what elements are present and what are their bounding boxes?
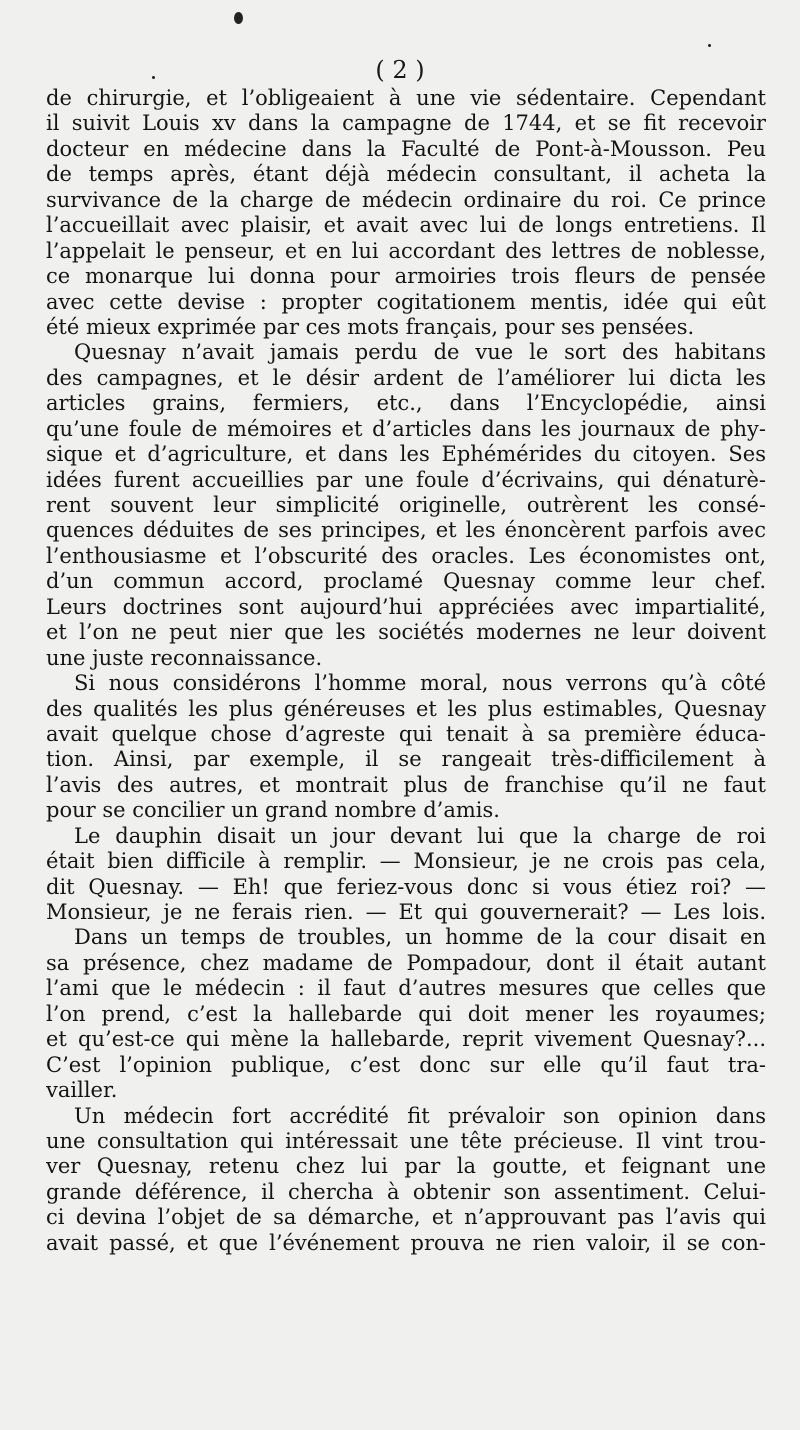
text-line: articles grains, fermiers, etc., dans l’Encyclopédie, ainsi (46, 391, 766, 416)
text-line: d’un commun accord, proclamé Quesnay comme leur chef. (46, 569, 766, 594)
text-line: grande déférence, il chercha à obtenir son assentiment. Celui- (46, 1179, 766, 1204)
paragraph-start-line: Si nous considérons l’homme moral, nous verrons qu’à côté (74, 671, 766, 696)
paragraph-start-line: Le dauphin disait un jour devant lui que la charge de roi (74, 823, 766, 848)
text-line: dit Quesnay. — Eh! que feriez-vous donc si vous étiez roi? — (46, 874, 766, 899)
text-line: rent souvent leur simplicité originelle, outrèrent les consé- (46, 493, 766, 517)
text-line: était bien difficile à remplir. — Monsieur, je ne crois pas cela, (46, 849, 766, 874)
text-line: C’est l’opinion publique, c’est donc sur elle qu’il faut tra- (46, 1052, 766, 1077)
text-line: idées furent accueillies par une foule d’écrivains, qui dénaturè- (46, 467, 766, 492)
text-line: des qualités les plus généreuses et les plus estimables, Quesnay (46, 696, 766, 721)
text-line: l’appelait le penseur, et en lui accordant des lettres de noblesse, (46, 238, 766, 263)
paragraph-start-line: Quesnay n’avait jamais perdu de vue le sort des habitans (74, 340, 766, 365)
text-line: l’ami que le médecin : il faut d’autres mesures que celles que (46, 976, 766, 1001)
text-line: survivance de la charge de médecin ordinaire du roi. Ce prince (46, 187, 766, 212)
paragraph-start-line: Un médecin fort accrédité fit prévaloir son opinion dans (74, 1103, 766, 1128)
text-line: docteur en médecine dans la Faculté de Pont-à-Mousson. Peu (46, 136, 766, 161)
text-line: de temps après, étant déjà médecin consultant, il acheta la (46, 162, 766, 187)
text-line: été mieux exprimée par ces mots français, pour ses pensées. (46, 314, 695, 339)
text-line: ver Quesnay, retenu chez lui par la goutte, et feignant une (46, 1154, 766, 1179)
text-line: Leurs doctrines sont aujourd’hui appréciées avec impartialité, (46, 594, 766, 619)
body-text (46, 86, 766, 1256)
text-line: ce monarque lui donna pour armoiries trois fleurs de pensée (46, 264, 766, 289)
text-line: tion. Ainsi, par exemple, il se rangeait très-difficilement à (46, 747, 766, 772)
text-line: l’avis des autres, et montrait plus de franchise qu’il ne faut (46, 772, 766, 797)
text-line: l’enthousiasme et l’obscurité des oracles. Les économistes ont, (46, 543, 766, 568)
ink-speck (708, 44, 711, 47)
text-line: une juste reconnaissance. (46, 645, 323, 670)
text-line: et l’on ne peut nier que les sociétés modernes ne leur doivent (46, 620, 766, 645)
paragraph-start-line: Dans un temps de troubles, un homme de la cour disait en (74, 925, 766, 950)
text-line: quences déduites de ses principes, et les énoncèrent parfois avec (46, 518, 766, 543)
text-line: sa présence, chez madame de Pompadour, dont il était autant (46, 950, 766, 975)
ink-speck (234, 12, 243, 24)
text-line: Monsieur, je ne ferais rien. — Et qui gouvernerait? — Les lois. (46, 900, 766, 924)
page-number: ( 2 ) (375, 56, 425, 84)
text-line: qu’une foule de mémoires et d’articles dans les journaux de phy- (46, 416, 766, 441)
text-line: une consultation qui intéressait une tête précieuse. Il vint trou- (46, 1128, 766, 1153)
text-line: avait passé, et que l’événement prouva ne rien valoir, il se con- (46, 1230, 766, 1255)
text-line: avec cette devise : propter cogitationem mentis, idée qui eût (46, 289, 766, 314)
text-line: vailler. (46, 1078, 118, 1103)
text-line: avait quelque chose d’agreste qui tenait à sa première éduca- (46, 721, 766, 746)
text-line: l’accueillait avec plaisir, et avait avec lui de longs entretiens. Il (46, 213, 766, 238)
text-line: des campagnes, et le désir ardent de l’améliorer lui dicta les (46, 365, 766, 390)
text-line: ci devina l’objet de sa démarche, et n’approuvant pas l’avis qui (46, 1205, 766, 1230)
text-line: pour se concilier un grand nombre d’amis. (46, 798, 500, 823)
text-line: de chirurgie, et l’obligeaient à une vie sédentaire. Cependant (46, 86, 766, 110)
text-line: sique et d’agriculture, et dans les Ephémérides du citoyen. Ses (46, 442, 766, 467)
text-line: l’on prend, c’est la hallebarde qui doit mener les royaumes; (46, 1001, 766, 1026)
text-line: il suivit Louis xv dans la campagne de 1744, et se fit recevoir (46, 111, 766, 136)
text-line: et qu’est-ce qui mène la hallebarde, reprit vivement Quesnay?... (46, 1027, 766, 1052)
